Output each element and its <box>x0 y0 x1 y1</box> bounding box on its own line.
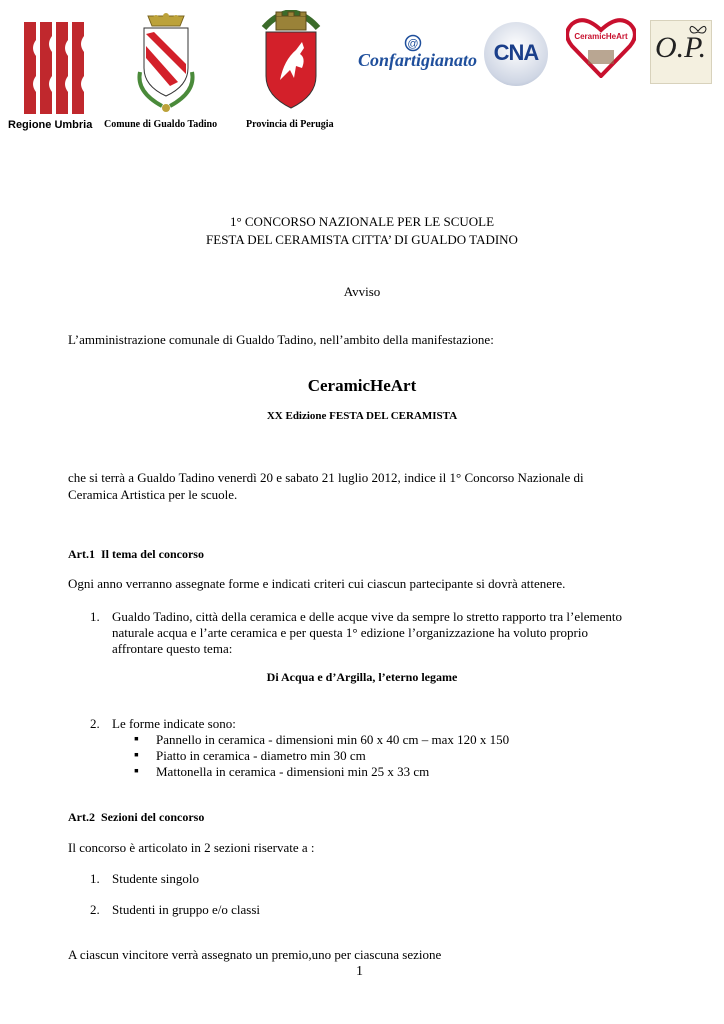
section-item-2-number: 2. <box>90 902 100 917</box>
section-item-1-text: Studente singolo <box>112 871 200 886</box>
svg-text:@: @ <box>407 38 419 50</box>
form-bullet-tile: ▪ Mattonella in ceramica - dimensioni min 25 x 33 cm <box>134 764 674 780</box>
op-text: O.P. <box>655 31 707 64</box>
intro-paragraph: L’amministrazione comunale di Gualdo Tadino, nell’ambito della manifestazione: <box>68 332 494 347</box>
title-line-2: FESTA DEL CERAMISTA CITTA’ DI GUALDO TADINO <box>206 232 518 247</box>
cna-text: CNA <box>493 40 539 65</box>
confartigianato-logo <box>358 34 478 74</box>
header-logos <box>0 0 724 140</box>
event-edition: XX Edizione FESTA DEL CERAMISTA <box>266 410 458 422</box>
heart-icon <box>566 16 636 78</box>
op-logo <box>650 20 712 84</box>
ceramicheart-text: CeramicHeArt <box>574 32 628 41</box>
form-bullet-panel: ▪ Pannello in ceramica - dimensioni min 60 x 40 cm – max 120 x 150 <box>134 732 674 748</box>
art2-heading: Art.2 Sezioni del concorso <box>68 810 205 824</box>
art1-heading: Art.1 Il tema del concorso <box>68 547 204 561</box>
regione-umbria-caption: Regione Umbria <box>8 119 93 131</box>
art1-item-1-line-1: Gualdo Tadino, città della ceramica e delle acque vive da sempre lo stretto rapporto tra l’elemento <box>112 609 622 624</box>
section-item-1 <box>90 871 490 887</box>
art2-paragraph: Il concorso è articolato in 2 sezioni riservate a : <box>68 840 315 855</box>
art1-paragraph: Ogni anno verranno assegnate forme e indicati criteri cui ciascun partecipante si dovrà attenere. <box>68 576 566 591</box>
avviso-heading: Avviso <box>343 284 381 299</box>
butterfly-icon <box>689 23 707 39</box>
art1-item-2-text: Le forme indicate sono: <box>112 716 236 731</box>
section-item-1-number: 1. <box>90 871 100 886</box>
gualdo-tadino-caption: Comune di Gualdo Tadino <box>104 119 218 130</box>
ceramicheart-logo <box>566 16 636 78</box>
perugia-crest <box>256 10 326 110</box>
regione-umbria-logo <box>20 20 90 116</box>
event-name: CeramicHeArt <box>307 376 417 395</box>
announcement-line-2: Ceramica Artistica per le scuole. <box>68 487 238 502</box>
form-bullet-plate: ▪ Piatto in ceramica - diametro min 30 cm <box>134 748 674 764</box>
confartigianato-text: Confartigianato <box>358 50 478 70</box>
announcement-line-1: che si terrà a Gualdo Tadino venerdì 20 e sabato 21 luglio 2012, indice il 1° Concorso Nazionale di <box>68 470 584 485</box>
art1-item-1-line-3: affrontare questo tema: <box>112 641 233 656</box>
page-number: 1 <box>356 964 363 979</box>
art1-item-1-number: 1. <box>90 609 100 624</box>
art1-item-1 <box>90 609 690 659</box>
gualdo-tadino-crest <box>130 12 202 116</box>
section-item-2-text: Studenti in gruppo e/o classi <box>112 902 261 917</box>
prize-paragraph: A ciascun vincitore verrà assegnato un premio,uno per ciascuna sezione <box>68 947 442 962</box>
section-item-2 <box>90 902 490 918</box>
perugia-caption: Provincia di Perugia <box>246 119 334 130</box>
forms-list <box>134 732 674 780</box>
art1-item-1-line-2: naturale acqua e l’arte ceramica e per questa 1° edizione l’organizzazione ha voluto proprio <box>112 625 588 640</box>
theme-title: Di Acqua e d’Argilla, l’eterno legame <box>266 670 458 684</box>
cna-logo <box>484 22 548 86</box>
art1-item-2-number: 2. <box>90 716 100 731</box>
title-line-1: 1° CONCORSO NAZIONALE PER LE SCUOLE <box>229 214 495 229</box>
